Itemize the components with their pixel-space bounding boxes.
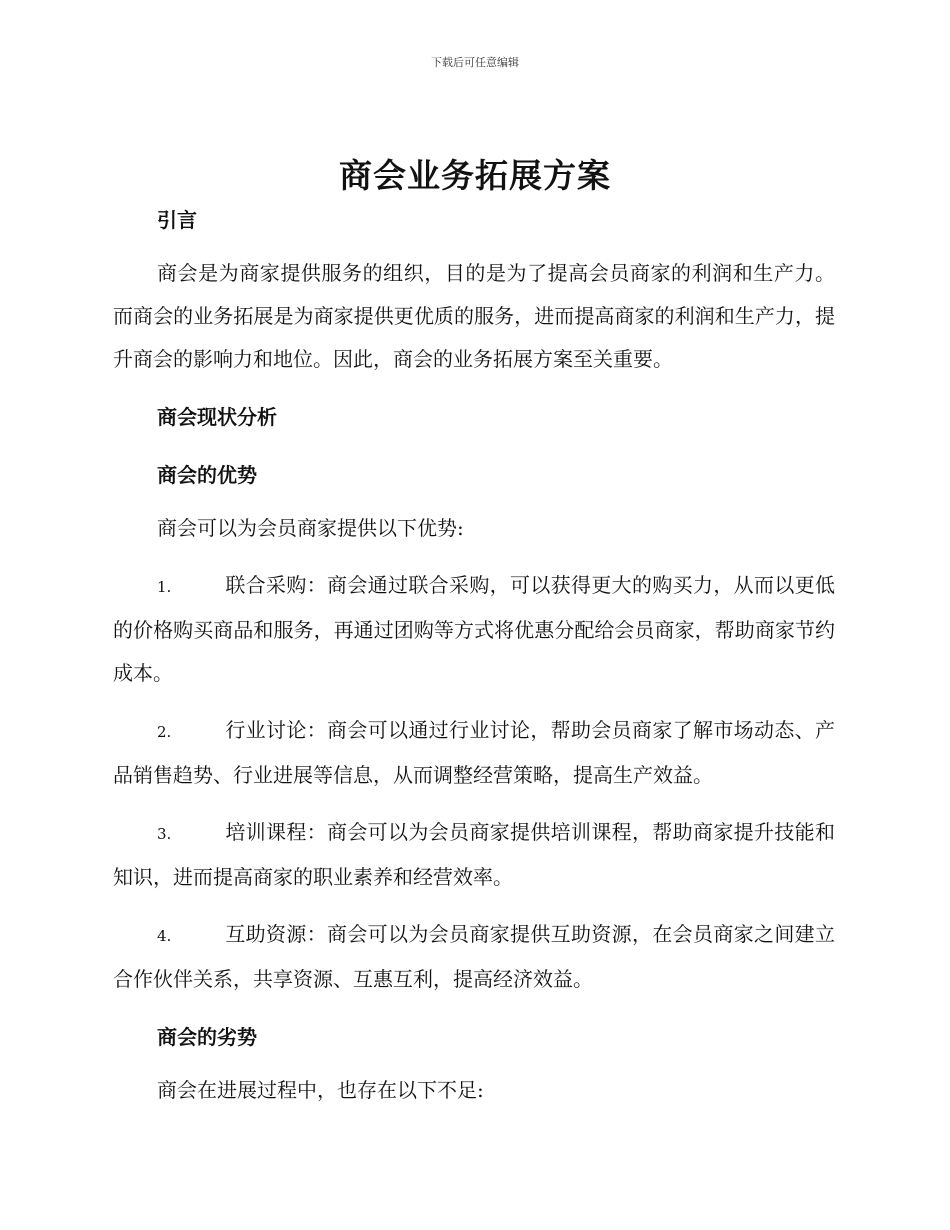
document-title: 商会业务拓展方案: [339, 156, 611, 195]
list-item-number: 4.: [157, 927, 172, 945]
list-item-number: 3.: [157, 825, 172, 843]
heading-disadvantages: 商会的劣势: [157, 1025, 257, 1049]
paragraph-intro: 商会是为商家提供服务的组织，目的是为了提高会员商家的利润和生产力。而商会的业务拓展是为商家提供更优质的服务，进而提高商家的利润和生产力，提升商会的影响力和地位。因此，商会的业务拓展方案至关重要。: [113, 261, 835, 371]
heading-intro: 引言: [157, 208, 197, 232]
list-item-number: 2.: [157, 723, 172, 741]
heading-advantages: 商会的优势: [157, 463, 257, 487]
list-item: [113, 564, 835, 695]
page-header: 下载后可任意编辑: [431, 56, 519, 69]
paragraph-advantages-intro: 商会可以为会员商家提供以下优势:: [157, 516, 464, 540]
list-item-text: 联合采购：商会通过联合采购，可以获得更大的购买力，从而以更低的价格购买商品和服务，再通过团购等方式将优惠分配给会员商家，帮助商家节约成本。: [113, 573, 835, 685]
list-item: [113, 811, 835, 899]
heading-status-analysis: 商会现状分析: [157, 405, 277, 429]
list-item: [113, 913, 835, 1001]
list-item-text: 互助资源：商会可以为会员商家提供互助资源，在会员商家之间建立合作伙伴关系，共享资源、互惠互利，提高经济效益。: [113, 922, 835, 991]
paragraph-disadvantages-intro: 商会在进展过程中，也存在以下不足:: [157, 1078, 484, 1102]
list-item: [113, 709, 835, 797]
list-item-number: 1.: [157, 578, 172, 596]
document-body: [113, 198, 835, 1112]
list-item-text: 行业讨论：商会可以通过行业讨论，帮助会员商家了解市场动态、产品销售趋势、行业进展等信息，从而调整经营策略，提高生产效益。: [113, 718, 835, 787]
list-item-text: 培训课程：商会可以为会员商家提供培训课程，帮助商家提升技能和知识，进而提高商家的职业素养和经营效率。: [113, 820, 835, 889]
